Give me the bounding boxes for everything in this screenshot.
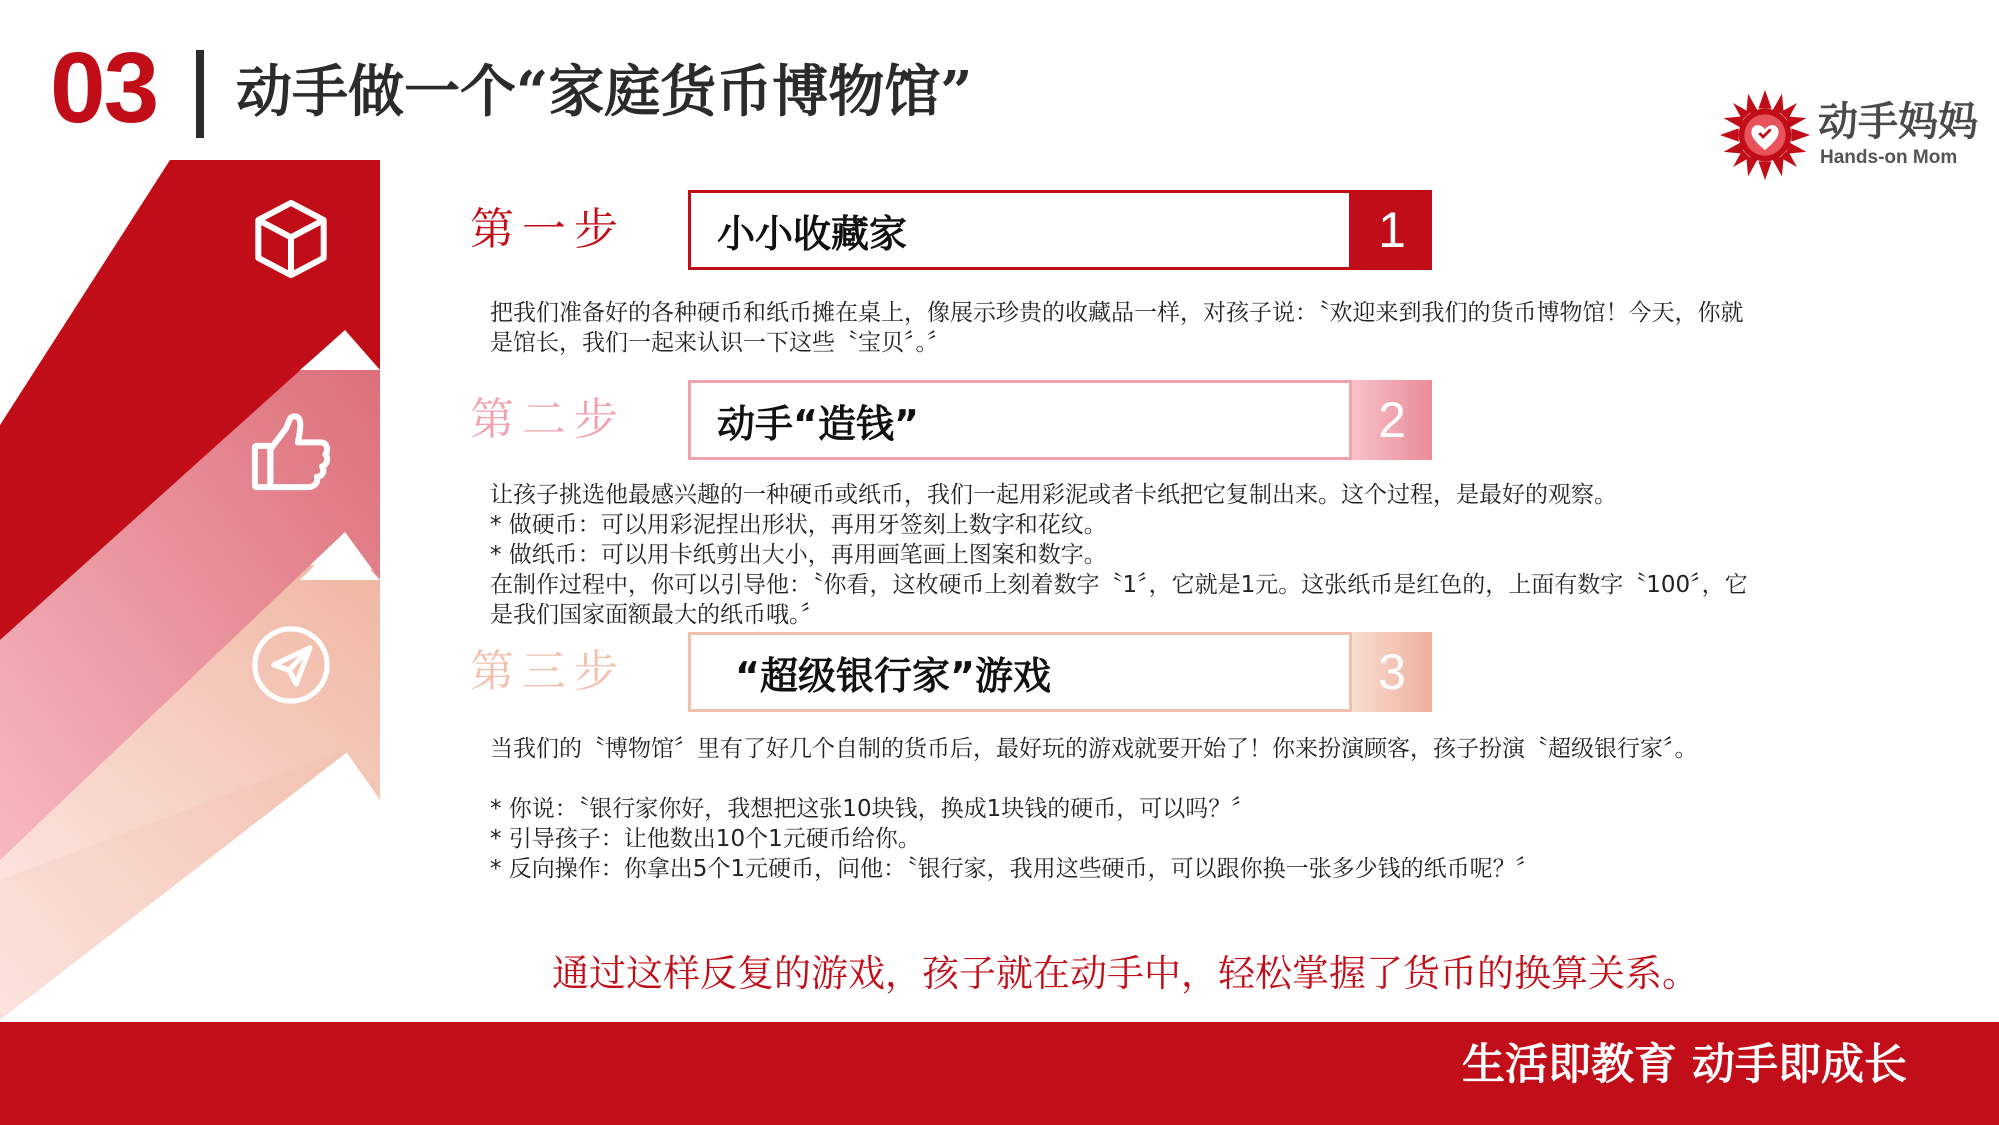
step-1-label: 第一步 <box>470 204 626 255</box>
text-line <box>490 764 1698 794</box>
step-3-description <box>490 734 1698 884</box>
step-3-title-box <box>688 632 1352 712</box>
text-line: * 引导孩子：让他数出10个1元硬币给你。 <box>490 826 921 852</box>
text-line: 把我们准备好的各种硬币和纸币摊在桌上，像展示珍贵的收藏品一样，对孩子说：〝欢迎来到我们的货币博物馆！今天，你就 <box>490 300 1744 326</box>
text-line: * 做硬币：可以用彩泥捏出形状，再用牙签刻上数字和花纹。 <box>490 512 1107 538</box>
hands-on-mom-logo-icon <box>1718 88 1812 182</box>
section-number: 03 <box>50 32 158 144</box>
page-title: 动手做一个“家庭货币博物馆” <box>236 59 973 125</box>
step-3-number: 3 <box>1352 632 1432 712</box>
thumbs-up-icon <box>248 408 334 494</box>
text-line: 当我们的〝博物馆〞里有了好几个自制的货币后，最好玩的游戏就要开始了！你来扮演顾客，孩子扮演〝超级银行家〞。 <box>490 736 1698 762</box>
title-divider <box>196 50 204 138</box>
step-1-title-box <box>688 190 1352 270</box>
text-line: 是我们国家面额最大的纸币哦。〞 <box>490 602 824 628</box>
paper-plane-icon <box>248 622 334 708</box>
text-line: 是馆长，我们一起来认识一下这些〝宝贝〞。〞 <box>490 330 950 356</box>
step-1-description <box>490 298 1744 358</box>
step-2-label: 第二步 <box>470 394 626 445</box>
summary-text: 通过这样反复的游戏，孩子就在动手中，轻松掌握了货币的换算关系。 <box>552 952 1699 995</box>
cube-icon <box>248 196 334 282</box>
footer-slogan: 生活即教育 动手即成长 <box>1462 1040 1907 1090</box>
text-line: 在制作过程中，你可以引导他：〝你看，这枚硬币上刻着数字〝1〞，它就是1元。这张纸币是红色的，上面有数字〝100〞，它 <box>490 572 1748 598</box>
step-2-title-box <box>688 380 1352 460</box>
step-2-number: 2 <box>1352 380 1432 460</box>
text-line: * 反向操作：你拿出5个1元硬币，问他：〝银行家，我用这些硬币，可以跟你换一张多少钱的纸币呢？〞 <box>490 856 1539 882</box>
text-line: * 做纸币：可以用卡纸剪出大小，再用画笔画上图案和数字。 <box>490 542 1107 568</box>
text-line: 让孩子挑选他最感兴趣的一种硬币或纸币，我们一起用彩泥或者卡纸把它复制出来。这个过程，是最好的观察。 <box>490 482 1617 508</box>
step-1-number: 1 <box>1352 190 1432 270</box>
step-3-title: “超级银行家”游戏 <box>735 653 1051 698</box>
step-arrows-graphic <box>0 160 400 1060</box>
step-1-title: 小小收藏家 <box>717 211 908 256</box>
text-line: * 你说：〝银行家你好，我想把这张10块钱，换成1块钱的硬币，可以吗？〞 <box>490 796 1255 822</box>
logo-name-en: Hands-on Mom <box>1820 147 1958 168</box>
step-2-title: 动手“造钱” <box>717 401 919 446</box>
logo-name-cn: 动手妈妈 <box>1818 99 1978 145</box>
step-2-description <box>490 480 1748 630</box>
step-3-label: 第三步 <box>470 646 626 697</box>
